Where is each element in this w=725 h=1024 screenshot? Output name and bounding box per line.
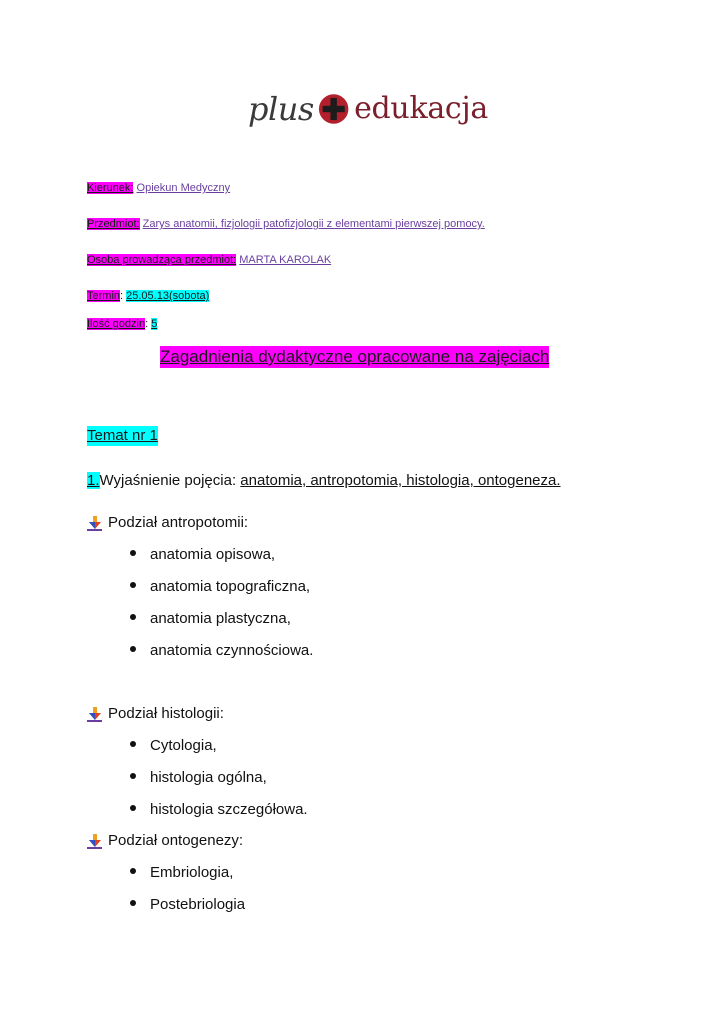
godzin-value: 5 [151,318,158,330]
bullet-dot [130,741,136,747]
section-ontogeneza [87,831,243,851]
section-title: Podział histologii: [108,705,224,722]
osoba-label: Osoba prowadząca przedmiot: [87,254,237,266]
list-item [130,641,313,661]
termin-label: Termin [87,290,121,302]
list-item-text: histologia ogólna, [150,769,267,786]
section-histologia [87,704,224,724]
section-title: Podział antropotomii: [108,514,249,531]
meta-godzin [87,317,157,331]
meta-przedmiot [87,217,485,231]
list-item-text: anatomia czynnościowa. [150,642,314,659]
list-item-text: Postebriologia [150,896,246,913]
list-item-text: histologia szczegółowa. [150,801,308,818]
list-item-text: Cytologia, [150,737,217,754]
bullet-dot [130,868,136,874]
logo-word-edukacja: edukacja [354,91,488,126]
red-cross-icon [318,92,349,126]
list-item [130,736,217,756]
list-item [130,768,267,788]
bullet-dot [130,550,136,556]
godzin-label: Ilość godzin [87,318,146,330]
termin-separator: : [120,290,124,302]
przedmiot-value: Zarys anatomii, fizjologii patofizjologii z elementami pierwszej pomocy. [142,218,485,230]
section-title: Podział ontogenezy: [108,832,244,849]
logo-word-plus: plus [248,90,314,128]
bullet-dot [130,614,136,620]
plus-edukacja-logo [248,84,488,134]
arrow-bullet-icon [87,516,102,531]
list-item [130,895,245,915]
bullet-dot [130,900,136,906]
meta-osoba [87,253,331,267]
bullet-dot [130,773,136,779]
point-1-number: 1. [87,472,100,489]
list-item-text: anatomia topograficzna, [150,578,311,595]
main-heading: Zagadnienia dydaktyczne opracowane na zajęciach [160,347,550,366]
list-item-text: anatomia opisowa, [150,546,276,563]
termin-value: 25.05.13(sobota) [126,290,210,302]
list-item-text: Embriologia, [150,864,234,881]
topic-title: Temat nr 1 [87,427,158,444]
point-1-terms: anatomia, antropotomia, histologia, ontogeneza. [240,472,561,489]
point-1 [87,471,561,491]
arrow-bullet-icon [87,707,102,722]
meta-termin [87,289,209,303]
list-item [130,863,233,883]
list-item [130,545,275,565]
osoba-value: MARTA KAROLAK [239,254,332,266]
godzin-separator: : [145,318,149,330]
kierunek-label: Kierunek: [87,182,134,194]
list-item-text: anatomia plastyczna, [150,610,291,627]
point-1-intro: Wyjaśnienie pojęcia: [99,472,241,489]
kierunek-value: Opiekun Medyczny [136,182,231,194]
przedmiot-label: Przedmiot: [87,218,140,230]
section-antropotomia [87,513,248,533]
list-item [130,609,291,629]
list-item [130,800,308,820]
list-item [130,577,310,597]
bullet-dot [130,646,136,652]
meta-kierunek [87,181,230,195]
bullet-dot [130,582,136,588]
bullet-dot [130,805,136,811]
arrow-bullet-icon [87,834,102,849]
